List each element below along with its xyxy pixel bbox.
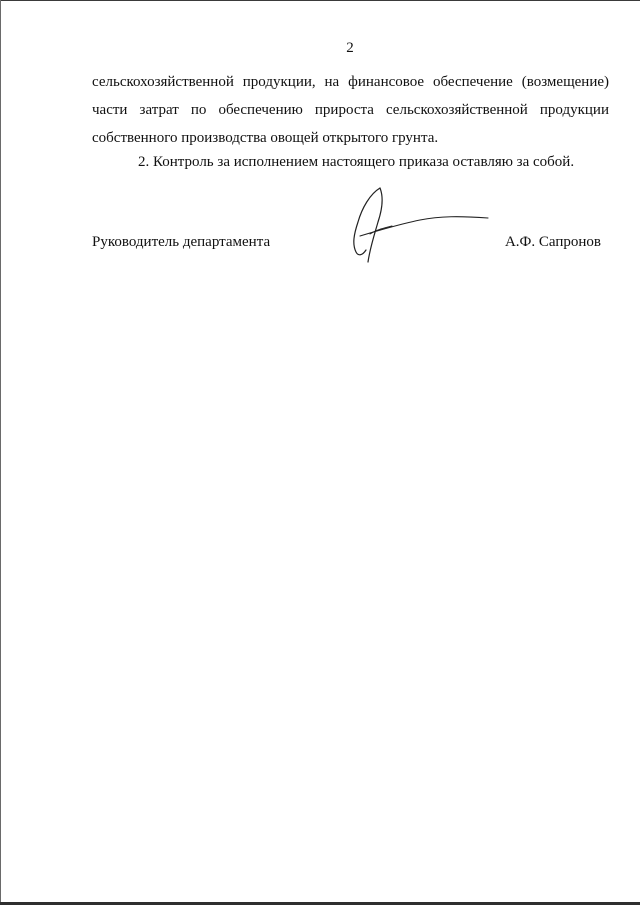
signatory-name: А.Ф. Сапронов xyxy=(504,234,601,250)
paragraph-continuation xyxy=(92,68,609,152)
paragraph-line: сельскохозяйственной продукции, на финансовое обеспечение (возмещение) xyxy=(92,74,609,90)
signatory-title: Руководитель департамента xyxy=(92,234,271,250)
scan-border-left xyxy=(0,0,1,905)
paragraph-line: собственного производства овощей открытого грунта. xyxy=(92,130,439,146)
handwritten-signature xyxy=(340,186,490,266)
paragraph-control-clause: 2. Контроль за исполнением настоящего приказа оставляю за собой. xyxy=(138,154,575,170)
scan-border-top xyxy=(0,0,640,1)
paragraph-line: части затрат по обеспечению прироста сельскохозяйственной продукции xyxy=(92,102,609,118)
page-number: 2 xyxy=(346,40,354,56)
